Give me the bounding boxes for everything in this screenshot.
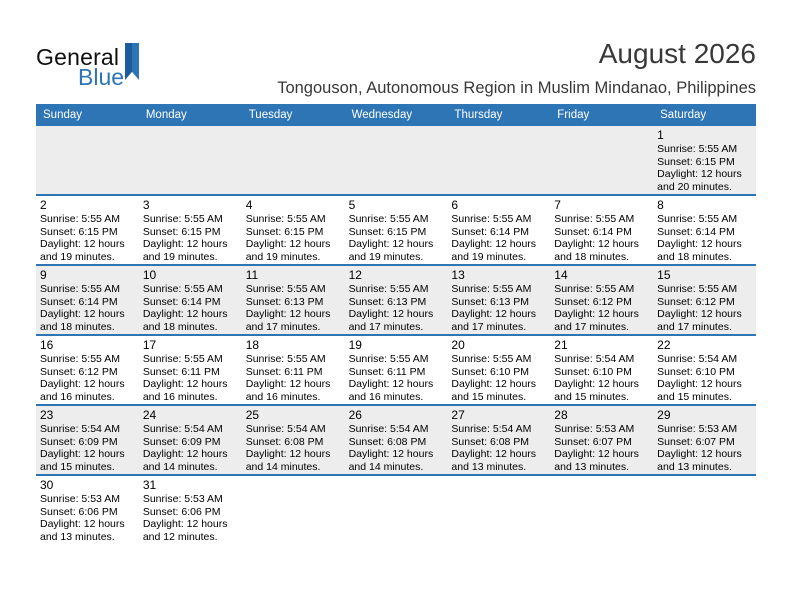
generalblue-ribbon-icon — [125, 43, 139, 80]
sunrise-text: Sunrise: 5:54 AM — [245, 423, 326, 435]
daylight-text-line1: Daylight: 12 hours — [348, 448, 434, 460]
daylight-text-line2: and 17 minutes. — [245, 320, 321, 333]
day-cell-17 — [139, 336, 242, 404]
day-cell-14 — [550, 266, 653, 334]
day-cell-3 — [139, 196, 242, 264]
week-row-1 — [36, 126, 756, 196]
sunrise-text: Sunrise: 5:55 AM — [40, 283, 120, 295]
daylight-text-line2: and 14 minutes. — [348, 460, 424, 473]
day-cell-1 — [653, 126, 756, 194]
day-cell-empty — [242, 476, 345, 546]
day-number: 12 — [348, 268, 362, 282]
daylight-text-line2: and 15 minutes. — [451, 390, 527, 403]
day-number: 4 — [245, 198, 253, 212]
daylight-text-line1: Daylight: 12 hours — [657, 238, 742, 250]
day-number: 29 — [657, 408, 671, 422]
weekday-header-thursday: Thursday — [454, 109, 503, 121]
daylight-text-line1: Daylight: 12 hours — [245, 238, 331, 250]
day-cell-15 — [653, 266, 756, 334]
day-number: 24 — [142, 408, 157, 422]
daylight-text-line2: and 18 minutes. — [554, 250, 629, 263]
sunrise-text: Sunrise: 5:55 AM — [40, 213, 120, 225]
daylight-text-line2: and 15 minutes. — [40, 460, 115, 473]
sunset-text: Sunset: 6:12 PM — [554, 295, 632, 308]
daylight-text-line2: and 15 minutes. — [554, 390, 629, 403]
daylight-text-line2: and 19 minutes. — [348, 250, 424, 263]
day-cell-empty — [653, 476, 756, 546]
daylight-text-line1: Daylight: 12 hours — [348, 238, 434, 250]
sunset-text: Sunset: 6:08 PM — [245, 435, 324, 448]
daylight-text-line1: Daylight: 12 hours — [142, 518, 228, 530]
sunrise-text: Sunrise: 5:55 AM — [348, 213, 429, 225]
daylight-text-line1: Daylight: 12 hours — [657, 308, 742, 320]
day-cell-22 — [653, 336, 756, 404]
sunset-text: Sunset: 6:15 PM — [348, 225, 427, 238]
sunset-text: Sunset: 6:14 PM — [40, 295, 118, 308]
day-number: 17 — [142, 338, 157, 352]
daylight-text-line2: and 12 minutes. — [142, 530, 218, 543]
daylight-text-line1: Daylight: 12 hours — [40, 448, 125, 460]
sunrise-text: Sunrise: 5:55 AM — [142, 283, 223, 295]
daylight-text-line1: Daylight: 12 hours — [451, 238, 537, 250]
daylight-text-line1: Daylight: 12 hours — [554, 238, 639, 250]
sunrise-text: Sunrise: 5:55 AM — [451, 353, 532, 365]
day-cell-23 — [36, 406, 139, 474]
daylight-text-line1: Daylight: 12 hours — [40, 308, 125, 320]
sunrise-text: Sunrise: 5:54 AM — [657, 353, 738, 365]
sunset-text: Sunset: 6:07 PM — [554, 435, 632, 448]
day-number: 10 — [142, 268, 157, 282]
week-row-4 — [36, 336, 756, 406]
day-cell-empty — [447, 476, 550, 546]
daylight-text-line2: and 19 minutes. — [245, 250, 321, 263]
daylight-text-line1: Daylight: 12 hours — [657, 378, 742, 390]
sunrise-text: Sunrise: 5:54 AM — [554, 353, 635, 365]
daylight-text-line2: and 17 minutes. — [451, 320, 527, 333]
daylight-text-line2: and 16 minutes. — [40, 390, 115, 403]
sunset-text: Sunset: 6:08 PM — [451, 435, 530, 448]
day-number: 7 — [554, 198, 561, 212]
weekday-header-row — [36, 104, 756, 126]
sunrise-text: Sunrise: 5:53 AM — [142, 493, 223, 505]
sunrise-text: Sunrise: 5:55 AM — [554, 283, 635, 295]
sunset-text: Sunset: 6:07 PM — [657, 435, 735, 448]
sunrise-text: Sunrise: 5:54 AM — [348, 423, 429, 435]
sunset-text: Sunset: 6:14 PM — [142, 295, 221, 308]
day-number: 31 — [142, 478, 157, 492]
daylight-text-line1: Daylight: 12 hours — [554, 448, 639, 460]
daylight-text-line2: and 18 minutes. — [142, 320, 218, 333]
sunrise-text: Sunrise: 5:55 AM — [245, 353, 326, 365]
sunrise-text: Sunrise: 5:55 AM — [245, 283, 326, 295]
day-number: 13 — [451, 268, 465, 282]
day-cell-5 — [345, 196, 448, 264]
daylight-text-line1: Daylight: 12 hours — [451, 308, 537, 320]
daylight-text-line1: Daylight: 12 hours — [245, 378, 331, 390]
day-cell-empty — [139, 126, 242, 194]
day-cell-19 — [345, 336, 448, 404]
daylight-text-line2: and 16 minutes. — [142, 390, 218, 403]
sunrise-text: Sunrise: 5:53 AM — [657, 423, 738, 435]
day-cell-empty — [345, 476, 448, 546]
day-number: 28 — [554, 408, 568, 422]
daylight-text-line1: Daylight: 12 hours — [40, 378, 125, 390]
page-subtitle: Tongouson, Autonomous Region in Muslim Mindanao, Philippines — [277, 79, 756, 97]
logo-word-blue: Blue — [78, 64, 125, 90]
day-number: 19 — [348, 338, 362, 352]
sunset-text: Sunset: 6:06 PM — [40, 505, 118, 518]
daylight-text-line2: and 18 minutes. — [657, 250, 732, 263]
sunset-text: Sunset: 6:14 PM — [451, 225, 530, 238]
daylight-text-line2: and 14 minutes. — [142, 460, 218, 473]
day-cell-9 — [36, 266, 139, 334]
sunrise-text: Sunrise: 5:55 AM — [554, 213, 635, 225]
daylight-text-line1: Daylight: 12 hours — [142, 308, 228, 320]
day-cell-28 — [550, 406, 653, 474]
day-number: 30 — [40, 478, 54, 492]
sunset-text: Sunset: 6:14 PM — [657, 225, 735, 238]
day-number: 15 — [657, 268, 671, 282]
daylight-text-line2: and 19 minutes. — [142, 250, 218, 263]
day-number: 27 — [451, 408, 465, 422]
daylight-text-line1: Daylight: 12 hours — [40, 238, 125, 250]
daylight-text-line1: Daylight: 12 hours — [657, 448, 742, 460]
day-cell-7 — [550, 196, 653, 264]
day-cell-25 — [242, 406, 345, 474]
daylight-text-line2: and 17 minutes. — [554, 320, 629, 333]
day-number: 16 — [40, 338, 54, 352]
sunrise-text: Sunrise: 5:55 AM — [245, 213, 326, 225]
daylight-text-line1: Daylight: 12 hours — [348, 308, 434, 320]
sunrise-text: Sunrise: 5:55 AM — [40, 353, 120, 365]
daylight-text-line2: and 19 minutes. — [451, 250, 527, 263]
sunrise-text: Sunrise: 5:53 AM — [40, 493, 120, 505]
day-number: 1 — [657, 128, 664, 142]
weekday-header-tuesday: Tuesday — [248, 109, 293, 121]
sunset-text: Sunset: 6:10 PM — [657, 365, 735, 378]
sunset-text: Sunset: 6:15 PM — [40, 225, 118, 238]
sunset-text: Sunset: 6:06 PM — [142, 505, 221, 518]
daylight-text-line2: and 13 minutes. — [554, 460, 629, 473]
day-cell-18 — [242, 336, 345, 404]
sunrise-text: Sunrise: 5:55 AM — [348, 353, 429, 365]
day-cell-29 — [653, 406, 756, 474]
day-cell-4 — [242, 196, 345, 264]
day-cell-21 — [550, 336, 653, 404]
sunrise-text: Sunrise: 5:55 AM — [348, 283, 429, 295]
week-row-2 — [36, 196, 756, 266]
day-number: 8 — [657, 198, 664, 212]
day-number: 26 — [348, 408, 362, 422]
daylight-text-line2: and 15 minutes. — [657, 390, 732, 403]
sunset-text: Sunset: 6:14 PM — [554, 225, 632, 238]
daylight-text-line2: and 17 minutes. — [348, 320, 424, 333]
sunrise-text: Sunrise: 5:55 AM — [142, 213, 223, 225]
day-cell-24 — [139, 406, 242, 474]
day-number: 20 — [451, 338, 465, 352]
daylight-text-line2: and 13 minutes. — [657, 460, 732, 473]
sunrise-text: Sunrise: 5:55 AM — [657, 213, 738, 225]
day-number: 3 — [142, 198, 150, 212]
sunset-text: Sunset: 6:15 PM — [245, 225, 324, 238]
daylight-text-line2: and 14 minutes. — [245, 460, 321, 473]
sunrise-text: Sunrise: 5:55 AM — [451, 213, 532, 225]
sunset-text: Sunset: 6:09 PM — [40, 435, 118, 448]
sunset-text: Sunset: 6:09 PM — [142, 435, 221, 448]
sunset-text: Sunset: 6:13 PM — [451, 295, 530, 308]
day-cell-20 — [447, 336, 550, 404]
sunrise-text: Sunrise: 5:54 AM — [451, 423, 532, 435]
calendar-table — [36, 104, 756, 546]
week-row-6 — [36, 476, 756, 546]
day-cell-16 — [36, 336, 139, 404]
day-cell-empty — [550, 476, 653, 546]
day-number: 2 — [40, 198, 47, 212]
weekday-header-friday: Friday — [557, 109, 590, 121]
day-number: 14 — [554, 268, 568, 282]
day-cell-empty — [345, 126, 448, 194]
day-cell-empty — [447, 126, 550, 194]
day-cell-2 — [36, 196, 139, 264]
daylight-text-line2: and 18 minutes. — [40, 320, 115, 333]
sunset-text: Sunset: 6:13 PM — [348, 295, 427, 308]
daylight-text-line1: Daylight: 12 hours — [245, 308, 331, 320]
sunrise-text: Sunrise: 5:55 AM — [142, 353, 223, 365]
day-number: 21 — [554, 338, 568, 352]
day-cell-empty — [550, 126, 653, 194]
day-number: 11 — [245, 268, 259, 282]
weekday-header-wednesday: Wednesday — [351, 109, 413, 121]
sunrise-text: Sunrise: 5:54 AM — [40, 423, 120, 435]
day-number: 18 — [245, 338, 260, 352]
day-number: 23 — [40, 408, 54, 422]
daylight-text-line1: Daylight: 12 hours — [451, 448, 537, 460]
daylight-text-line2: and 16 minutes. — [348, 390, 424, 403]
daylight-text-line1: Daylight: 12 hours — [142, 238, 228, 250]
daylight-text-line2: and 17 minutes. — [657, 320, 732, 333]
day-cell-13 — [447, 266, 550, 334]
day-cell-11 — [242, 266, 345, 334]
day-number: 6 — [451, 198, 459, 212]
sunrise-text: Sunrise: 5:55 AM — [657, 283, 738, 295]
day-cell-12 — [345, 266, 448, 334]
daylight-text-line1: Daylight: 12 hours — [554, 308, 639, 320]
sunrise-text: Sunrise: 5:53 AM — [554, 423, 635, 435]
sunrise-text: Sunrise: 5:55 AM — [451, 283, 532, 295]
sunset-text: Sunset: 6:13 PM — [245, 295, 324, 308]
day-cell-30 — [36, 476, 139, 546]
day-cell-empty — [242, 126, 345, 194]
sunset-text: Sunset: 6:11 PM — [245, 365, 323, 378]
page-title: August 2026 — [598, 38, 756, 69]
daylight-text-line2: and 13 minutes. — [40, 530, 115, 543]
daylight-text-line1: Daylight: 12 hours — [657, 168, 742, 180]
day-cell-31 — [139, 476, 242, 546]
daylight-text-line2: and 20 minutes. — [657, 180, 732, 193]
sunset-text: Sunset: 6:15 PM — [142, 225, 221, 238]
calendar-grid — [36, 126, 756, 546]
daylight-text-line1: Daylight: 12 hours — [451, 378, 537, 390]
daylight-text-line1: Daylight: 12 hours — [348, 378, 434, 390]
daylight-text-line2: and 13 minutes. — [451, 460, 527, 473]
sunset-text: Sunset: 6:12 PM — [40, 365, 118, 378]
sunset-text: Sunset: 6:08 PM — [348, 435, 427, 448]
daylight-text-line1: Daylight: 12 hours — [40, 518, 125, 530]
daylight-text-line1: Daylight: 12 hours — [554, 378, 639, 390]
daylight-text-line1: Daylight: 12 hours — [142, 448, 228, 460]
weekday-header-saturday: Saturday — [660, 109, 707, 121]
sunrise-text: Sunrise: 5:54 AM — [142, 423, 223, 435]
day-number: 25 — [245, 408, 260, 422]
daylight-text-line2: and 16 minutes. — [245, 390, 321, 403]
week-row-5 — [36, 406, 756, 476]
day-cell-empty — [36, 126, 139, 194]
day-cell-27 — [447, 406, 550, 474]
daylight-text-line1: Daylight: 12 hours — [142, 378, 228, 390]
day-number: 5 — [348, 198, 356, 212]
day-cell-6 — [447, 196, 550, 264]
daylight-text-line1: Daylight: 12 hours — [245, 448, 331, 460]
sunset-text: Sunset: 6:12 PM — [657, 295, 735, 308]
sunset-text: Sunset: 6:11 PM — [348, 365, 426, 378]
day-number: 9 — [40, 268, 47, 282]
sunset-text: Sunset: 6:10 PM — [451, 365, 530, 378]
day-cell-8 — [653, 196, 756, 264]
weekday-header-monday: Monday — [145, 109, 187, 121]
sunrise-text: Sunrise: 5:55 AM — [657, 143, 738, 155]
logo-word-general: General — [36, 44, 120, 70]
daylight-text-line2: and 19 minutes. — [40, 250, 115, 263]
day-number: 22 — [657, 338, 671, 352]
sunset-text: Sunset: 6:15 PM — [657, 155, 735, 168]
day-cell-26 — [345, 406, 448, 474]
sunset-text: Sunset: 6:11 PM — [142, 365, 220, 378]
week-row-3 — [36, 266, 756, 336]
sunset-text: Sunset: 6:10 PM — [554, 365, 632, 378]
day-cell-10 — [139, 266, 242, 334]
weekday-header-sunday: Sunday — [43, 109, 83, 121]
